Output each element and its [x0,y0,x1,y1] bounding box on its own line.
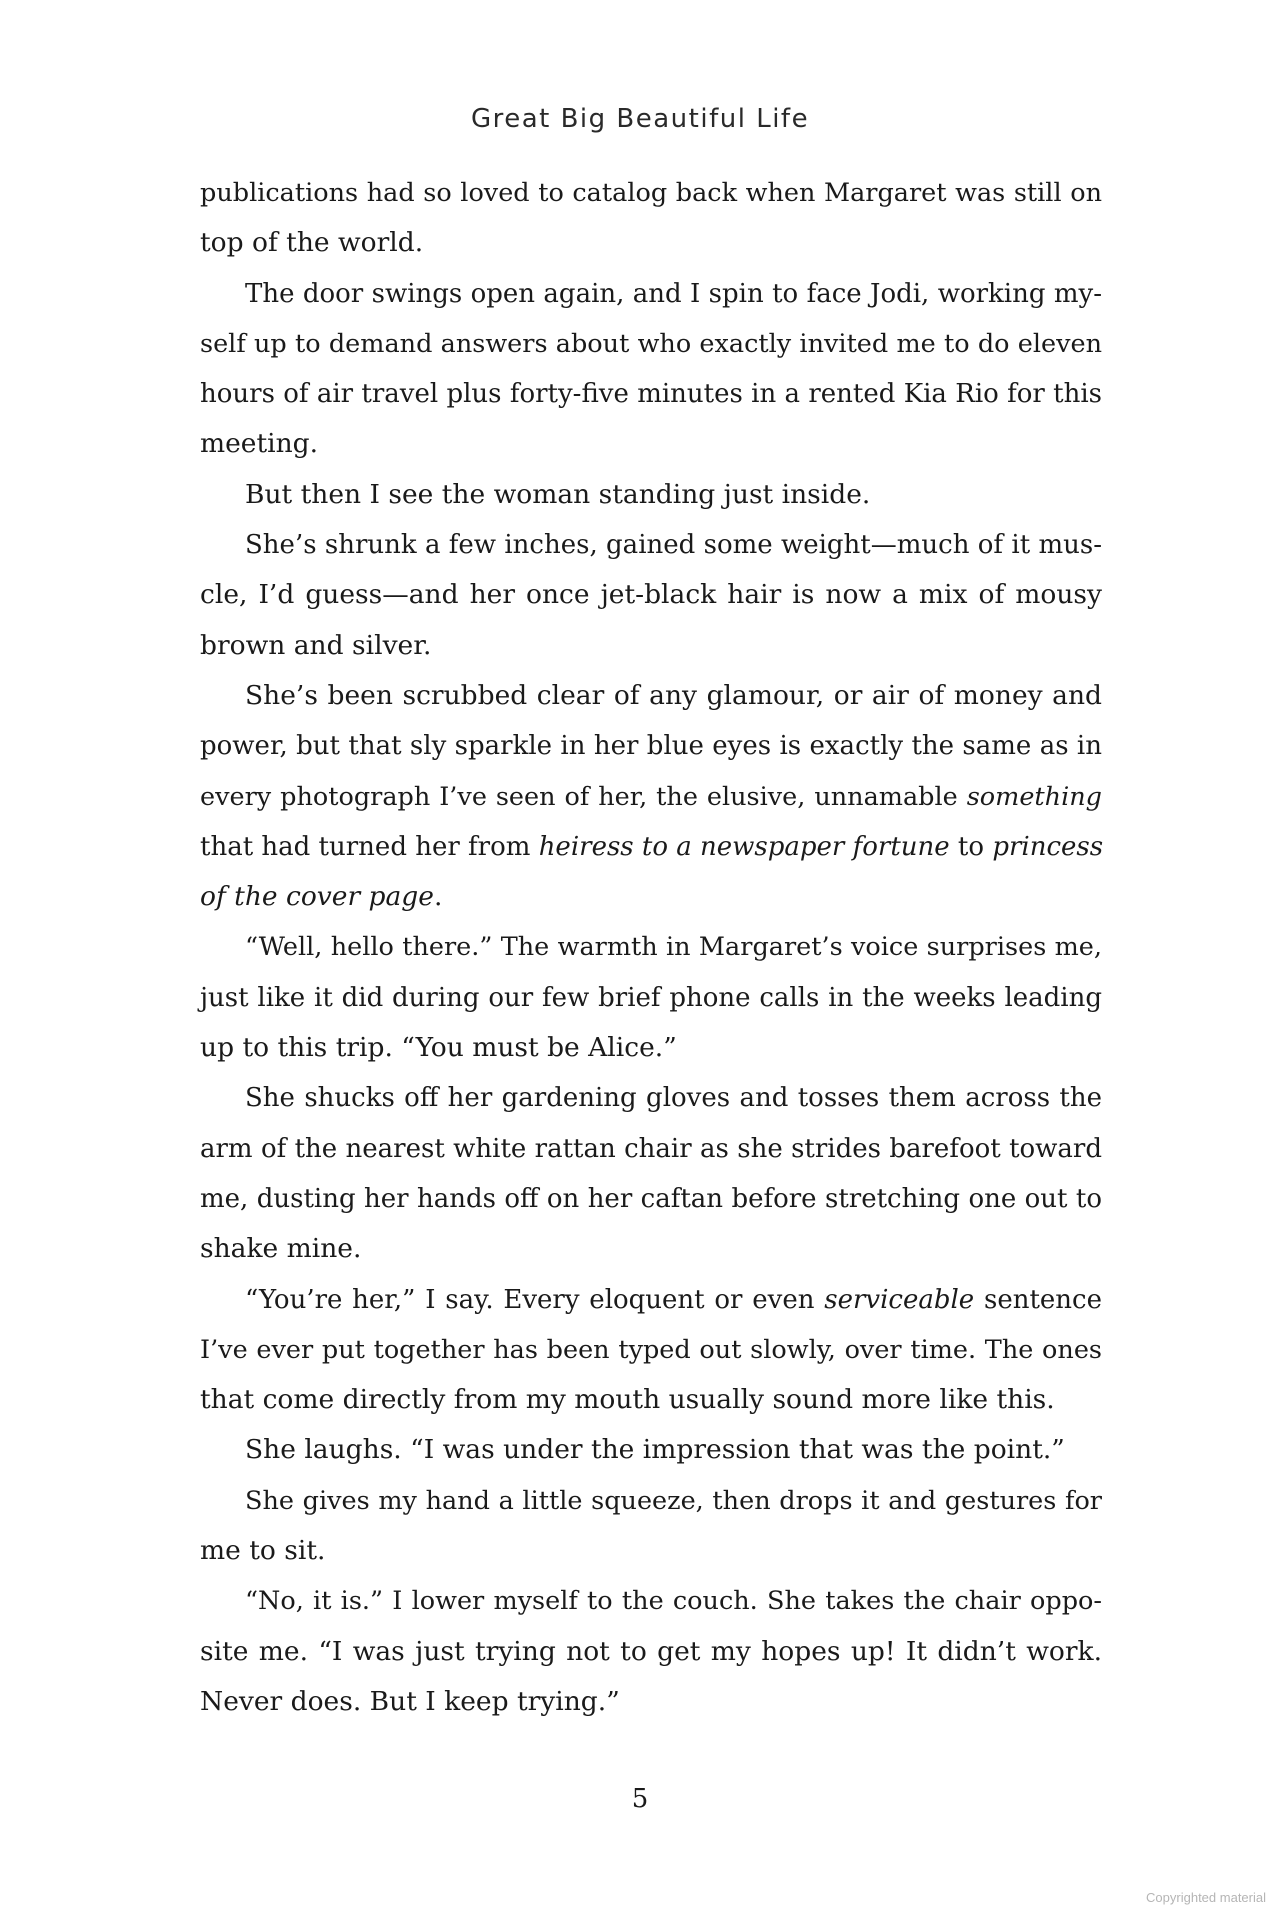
text-segment: cle, I’d guess—and her once jet-black hair is now a mix of mousy [200,579,1102,611]
text-segment: shake mine. [200,1233,362,1265]
text-line [200,1325,1102,1375]
text-segment: me to sit. [200,1535,326,1567]
text-line [200,369,1102,419]
text-line [200,1425,1102,1475]
italic-text: heiress to a newspaper fortune [538,831,950,862]
text-segment: meeting. [200,428,319,460]
text-line [200,1677,1102,1727]
text-line [200,1073,1102,1123]
text-line [200,922,1102,972]
text-segment: self up to demand answers about who exactly invited me to do eleven [200,328,1102,359]
text-line [200,319,1102,369]
text-segment: . [433,881,443,913]
text-line [200,721,1102,771]
text-segment: Never does. But I keep trying.” [200,1685,620,1717]
text-line [200,822,1102,872]
text-line [200,1476,1102,1526]
text-line [200,1174,1102,1224]
text-segment: sentence [974,1284,1102,1315]
text-segment: to [949,831,993,862]
text-segment: She’s shrunk a few inches, gained some weight—much of it mus- [245,530,1102,561]
text-line [200,1526,1102,1576]
text-line [200,671,1102,721]
text-segment: me, dusting her hands off on her caftan before stretching one out to [200,1183,1102,1214]
text-line [200,470,1102,520]
text-segment: up to this trip. “You must be Alice.” [200,1032,677,1064]
text-segment: hours of air travel plus forty-five minutes in a rented Kia Rio for this [200,379,1102,410]
text-segment: She gives my hand a little squeeze, then drops it and gestures for [245,1485,1102,1516]
text-segment: that had turned her from [200,831,539,862]
text-segment: “Well, hello there.” The warmth in Margaret’s voice surprises me, [245,932,1102,963]
text-segment: The door swings open again, and I spin to face Jodi, working my- [245,278,1102,309]
text-segment: brown and silver. [200,629,432,661]
text-line [200,621,1102,671]
text-line [200,973,1102,1023]
text-segment: top of the world. [200,227,424,259]
text-segment: I’ve ever put together has been typed out slowly, over time. The ones [200,1334,1102,1365]
page-number: 5 [631,1784,649,1814]
text-line [200,1375,1102,1425]
text-line [200,269,1102,319]
text-segment: “You’re her,” I say. Every eloquent or even [245,1284,825,1315]
text-segment: She’s been scrubbed clear of any glamour, or air of money and [245,679,1102,711]
text-segment: that come directly from my mouth usually sound more like this. [200,1384,1055,1416]
text-line [200,1124,1102,1174]
text-segment: arm of the nearest white rattan chair as she strides barefoot toward [200,1133,1102,1164]
italic-text: princess [992,831,1104,862]
text-segment: every photograph I’ve seen of her, the elusive, unnamable [200,781,967,812]
text-segment: She shucks off her gardening gloves and tosses them across the [245,1083,1102,1114]
running-header-title: Great Big Beautiful Life [470,104,810,134]
text-line [200,419,1102,469]
text-line [200,872,1102,922]
text-segment: site me. “I was just trying not to get my hopes up! It didn’t work. [200,1635,1102,1667]
italic-text: serviceable [824,1284,975,1315]
text-segment: But then I see the woman standing just inside. [245,478,871,510]
text-line [200,1576,1102,1626]
text-line [200,1275,1102,1325]
text-segment: just like it did during our few brief phone calls in the weeks leading [200,982,1102,1013]
text-line [200,168,1102,218]
text-segment: power, but that sly sparkle in her blue eyes is exactly the same as in [200,731,1102,762]
copyright-notice: Copyrighted material [1146,1890,1266,1905]
body-text [200,168,1102,1727]
text-line [200,772,1102,822]
text-segment: “No, it is.” I lower myself to the couch. She takes the chair oppo- [245,1586,1102,1617]
text-line [200,1023,1102,1073]
text-line [200,570,1102,620]
text-line [200,520,1102,570]
text-line [200,1627,1102,1677]
text-line [200,1224,1102,1274]
text-segment: She laughs. “I was under the impression that was the point.” [245,1434,1065,1466]
italic-text: something [966,781,1102,812]
text-line [200,218,1102,268]
text-segment: publications had so loved to catalog back when Margaret was still on [200,178,1102,208]
italic-text: of the cover page [200,881,434,913]
